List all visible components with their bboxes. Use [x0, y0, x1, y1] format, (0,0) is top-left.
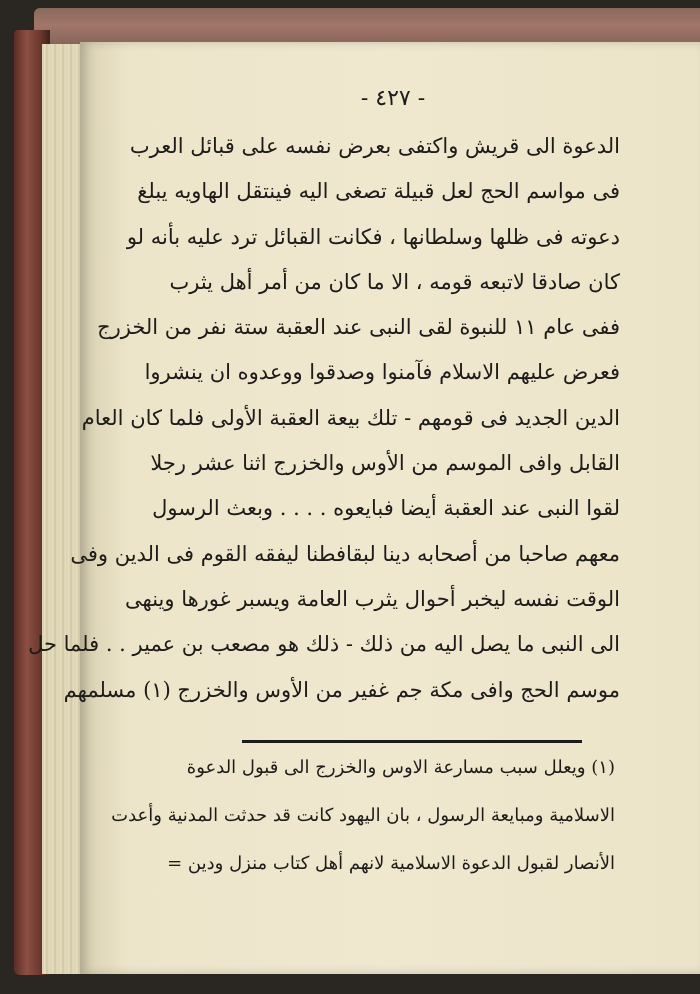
- text-line: الى النبى ما يصل اليه من ذلك - ذلك هو مصعب بن عمير . . فلما حل: [28, 632, 620, 657]
- text-line: معهم صاحبا من أصحابه دينا لبقافطنا ليفقه القوم فى الدين وفى: [70, 541, 620, 566]
- text-line: لقوا النبى عند العقبة أيضا فبايعوه . . . . وبعث الرسول: [152, 496, 620, 521]
- text-line: فى مواسم الحج لعل قبيلة تصغى اليه فينتقل الهاويه يبلغ: [137, 179, 620, 204]
- text-line: الدين الجديد فى قومهم - تلك بيعة العقبة الأولى فلما كان العام: [81, 405, 620, 430]
- text-line: فعرض عليهم الاسلام فآمنوا وصدقوا ووعدوه ان ينشروا: [144, 360, 620, 385]
- body-text: [28, 124, 620, 713]
- text-line: القابل وافى الموسم من الأوس والخزرج اثنا عشر رجلا: [150, 451, 620, 476]
- text-line: الوقت نفسه ليخبر أحوال يثرب العامة ويسبر غورها وينهى: [125, 586, 620, 611]
- text-line: كان صادقا لاتبعه قومه ، الا ما كان من أمر أهل يثرب: [169, 269, 620, 294]
- footnote: [111, 744, 615, 888]
- text-line: ففى عام ١١ للنبوة لقى النبى عند العقبة ستة نفر من الخزرج: [97, 315, 620, 340]
- text-line: دعوته فى ظلها وسلطانها ، فكانت القبائل ترد عليه بأنه لو: [126, 224, 620, 249]
- footnote-divider: [242, 740, 582, 743]
- page-number: - ٤٢٧ -: [360, 86, 426, 111]
- text-line: موسم الحج وافى مكة جم غفير من الأوس والخزرج (١) مسلمهم: [63, 677, 620, 702]
- footnote-line: (١) ويعلل سبب مسارعة الاوس والخزرج الى قبول الدعوة: [186, 757, 615, 778]
- footnote-line: الاسلامية ومبايعة الرسول ، بان اليهود كانت قد حدثت المدنية وأعدت: [111, 805, 615, 826]
- text-line: الدعوة الى قريش واكتفى بعرض نفسه على قبائل العرب: [129, 134, 620, 158]
- footnote-line: الأنصار لقبول الدعوة الاسلامية لانهم أهل كتاب منزل ودين =: [167, 853, 615, 874]
